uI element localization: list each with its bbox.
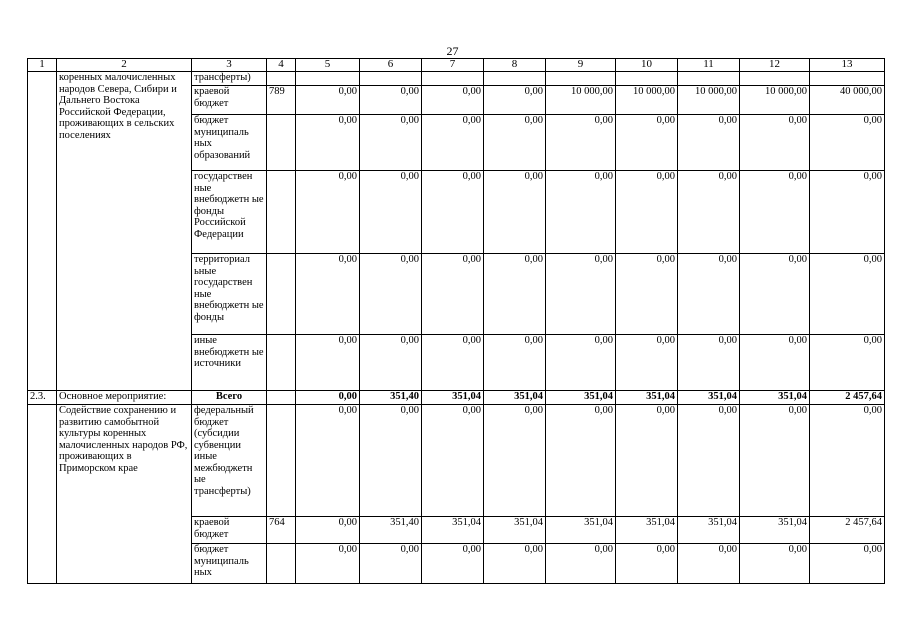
value-cell: 0,00	[484, 115, 546, 171]
value-cell: 0,00	[740, 115, 810, 171]
value-cell: 0,00	[296, 86, 360, 115]
col-header: 6	[360, 59, 422, 72]
value-cell: 0,00	[422, 115, 484, 171]
value-cell: 0,00	[360, 254, 422, 335]
value-cell: 351,04	[616, 517, 678, 544]
funding-source: федеральный бюджет (субсидии субвенции иные межбюджетн ые трансферты)	[192, 405, 267, 517]
value-cell: 0,00	[810, 405, 885, 517]
value-cell: 0,00	[740, 254, 810, 335]
value-cell: 0,00	[422, 405, 484, 517]
funding-source: бюджет муниципаль ных	[192, 544, 267, 584]
value-cell: 0,00	[360, 171, 422, 254]
table-row-total	[28, 391, 885, 405]
value-cell: 0,00	[740, 405, 810, 517]
value-cell: 0,00	[484, 335, 546, 391]
value-cell: 351,04	[616, 391, 678, 405]
budget-code	[267, 335, 296, 391]
value-cell: 351,04	[484, 517, 546, 544]
value-cell: 0,00	[616, 335, 678, 391]
value-cell: 0,00	[678, 544, 740, 584]
value-cell: 351,04	[546, 517, 616, 544]
budget-code	[267, 405, 296, 517]
value-cell: 0,00	[616, 171, 678, 254]
budget-code	[267, 171, 296, 254]
value-cell: 10 000,00	[546, 86, 616, 115]
col-header: 10	[616, 59, 678, 72]
col-header: 3	[192, 59, 267, 72]
col-header: 2	[57, 59, 192, 72]
budget-code: 764	[267, 517, 296, 544]
funding-source: Всего	[192, 391, 267, 405]
value-cell: 351,04	[422, 391, 484, 405]
value-cell: 0,00	[296, 115, 360, 171]
value-cell: 0,00	[296, 391, 360, 405]
col-header: 7	[422, 59, 484, 72]
value-cell: 0,00	[484, 254, 546, 335]
value-cell: 0,00	[484, 405, 546, 517]
value-cell: 0,00	[422, 86, 484, 115]
value-cell: 351,04	[740, 517, 810, 544]
value-cell: 0,00	[616, 544, 678, 584]
value-cell: 0,00	[678, 335, 740, 391]
col-header: 9	[546, 59, 616, 72]
col-header: 12	[740, 59, 810, 72]
value-cell	[810, 72, 885, 86]
header-row	[28, 59, 885, 72]
measure-title: Основное мероприятие:	[57, 391, 192, 405]
col-header: 8	[484, 59, 546, 72]
value-cell	[740, 72, 810, 86]
table-row	[28, 72, 885, 86]
value-cell: 0,00	[360, 335, 422, 391]
value-cell	[484, 72, 546, 86]
value-cell: 351,04	[678, 391, 740, 405]
value-cell: 0,00	[810, 171, 885, 254]
value-cell	[678, 72, 740, 86]
value-cell: 0,00	[360, 86, 422, 115]
value-cell: 351,04	[484, 391, 546, 405]
budget-code: 789	[267, 86, 296, 115]
value-cell: 0,00	[484, 86, 546, 115]
value-cell	[546, 72, 616, 86]
value-cell: 0,00	[678, 405, 740, 517]
value-cell: 0,00	[422, 335, 484, 391]
value-cell	[360, 72, 422, 86]
value-cell: 0,00	[678, 115, 740, 171]
value-cell: 0,00	[296, 335, 360, 391]
value-cell: 0,00	[296, 254, 360, 335]
budget-code	[267, 391, 296, 405]
measure-description: Содействие сохранению и развитию самобытной культуры коренных малочисленных народов РФ, проживающих в Приморском крае	[57, 405, 192, 584]
row-number	[28, 405, 57, 584]
budget-code	[267, 72, 296, 86]
value-cell: 0,00	[810, 544, 885, 584]
value-cell: 351,40	[360, 517, 422, 544]
value-cell: 0,00	[422, 171, 484, 254]
value-cell: 0,00	[296, 517, 360, 544]
value-cell: 10 000,00	[616, 86, 678, 115]
budget-code	[267, 544, 296, 584]
funding-source: государствен ные внебюджетн ые фонды Российской Федерации	[192, 171, 267, 254]
col-header: 13	[810, 59, 885, 72]
value-cell: 0,00	[360, 544, 422, 584]
value-cell: 2 457,64	[810, 517, 885, 544]
value-cell: 0,00	[616, 254, 678, 335]
value-cell: 351,40	[360, 391, 422, 405]
value-cell: 0,00	[546, 115, 616, 171]
value-cell: 0,00	[678, 254, 740, 335]
value-cell: 0,00	[740, 544, 810, 584]
funding-source: территориал ьные государствен ные внебюджетн ые фонды	[192, 254, 267, 335]
value-cell: 0,00	[296, 544, 360, 584]
value-cell: 0,00	[616, 115, 678, 171]
measure-description: коренных малочисленных народов Севера, Сибири и Дальнего Востока Российской Федерации, проживающих в сельских поселениях	[57, 72, 192, 391]
value-cell: 10 000,00	[740, 86, 810, 115]
value-cell: 351,04	[740, 391, 810, 405]
value-cell: 0,00	[678, 171, 740, 254]
col-header: 4	[267, 59, 296, 72]
value-cell: 0,00	[422, 544, 484, 584]
col-header: 1	[28, 59, 57, 72]
table-row	[28, 405, 885, 517]
value-cell: 0,00	[546, 544, 616, 584]
value-cell: 0,00	[740, 171, 810, 254]
budget-table	[27, 58, 885, 584]
funding-source: краевой бюджет	[192, 517, 267, 544]
value-cell: 0,00	[546, 171, 616, 254]
value-cell: 0,00	[546, 254, 616, 335]
value-cell: 0,00	[810, 115, 885, 171]
value-cell	[616, 72, 678, 86]
page-number: 27	[446, 44, 459, 58]
value-cell: 2 457,64	[810, 391, 885, 405]
col-header: 5	[296, 59, 360, 72]
value-cell: 0,00	[546, 405, 616, 517]
col-header: 11	[678, 59, 740, 72]
funding-source: трансферты)	[192, 72, 267, 86]
funding-source: иные внебюджетн ые источники	[192, 335, 267, 391]
value-cell: 0,00	[484, 544, 546, 584]
value-cell: 0,00	[296, 405, 360, 517]
value-cell: 351,04	[422, 517, 484, 544]
value-cell: 351,04	[678, 517, 740, 544]
value-cell: 10 000,00	[678, 86, 740, 115]
funding-source: краевой бюджет	[192, 86, 267, 115]
value-cell: 0,00	[360, 405, 422, 517]
value-cell: 0,00	[810, 335, 885, 391]
value-cell	[422, 72, 484, 86]
value-cell: 0,00	[546, 335, 616, 391]
value-cell: 0,00	[360, 115, 422, 171]
value-cell	[296, 72, 360, 86]
value-cell: 0,00	[810, 254, 885, 335]
row-number: 2.3.	[28, 391, 57, 405]
value-cell: 0,00	[616, 405, 678, 517]
budget-code	[267, 115, 296, 171]
value-cell: 0,00	[296, 171, 360, 254]
value-cell: 40 000,00	[810, 86, 885, 115]
value-cell: 0,00	[740, 335, 810, 391]
row-number	[28, 72, 57, 391]
value-cell: 351,04	[546, 391, 616, 405]
value-cell: 0,00	[422, 254, 484, 335]
value-cell: 0,00	[484, 171, 546, 254]
budget-code	[267, 254, 296, 335]
funding-source: бюджет муниципаль ных образований	[192, 115, 267, 171]
